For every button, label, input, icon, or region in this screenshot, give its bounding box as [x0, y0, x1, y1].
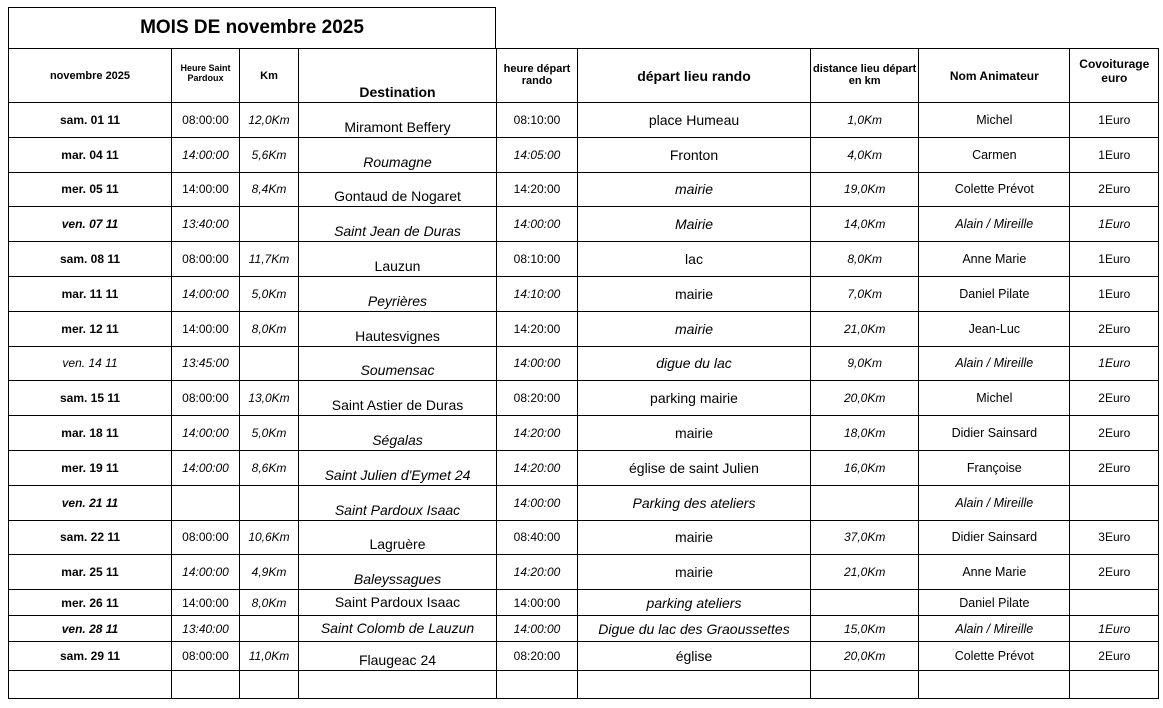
cell-distance: 1,0Km	[811, 103, 919, 138]
cell-heure: 08:00:00	[172, 103, 240, 138]
cell-destination: Lauzun	[299, 242, 497, 277]
cell-destination: Gontaud de Nogaret	[299, 172, 497, 207]
cell-animateur: Colette Prévot	[919, 642, 1070, 671]
cell-date: ven. 14 11	[9, 346, 172, 381]
cell-date: mar. 25 11	[9, 555, 172, 590]
cell-heure: 14:00:00	[172, 450, 240, 485]
cell-heure: 08:00:00	[172, 242, 240, 277]
cell-km: 8,0Km	[240, 311, 299, 346]
cell-km: 12,0Km	[240, 103, 299, 138]
cell-animateur: Didier Sainsard	[919, 520, 1070, 555]
cell-destination: Roumagne	[299, 137, 497, 172]
cell-km: 8,6Km	[240, 450, 299, 485]
cell-destination: Saint Astier de Duras	[299, 381, 497, 416]
cell-covoiturage: 1Euro	[1070, 346, 1159, 381]
cell-destination: Lagruère	[299, 520, 497, 555]
cell-heure: 14:00:00	[172, 555, 240, 590]
cell-lieu: mairie	[578, 276, 811, 311]
cell-lieu: église de saint Julien	[578, 450, 811, 485]
table-row	[9, 207, 1159, 242]
cell-depart: 08:40:00	[497, 520, 578, 555]
cell-distance: 21,0Km	[811, 555, 919, 590]
cell-covoiturage: 1Euro	[1070, 207, 1159, 242]
cell-destination: Miramont Beffery	[299, 103, 497, 138]
table-row-empty	[9, 671, 1159, 699]
cell-distance: 7,0Km	[811, 276, 919, 311]
table-row	[9, 616, 1159, 642]
cell-depart: 14:20:00	[497, 311, 578, 346]
header-heure: Heure Saint Pardoux	[172, 49, 240, 103]
cell-distance: 8,0Km	[811, 242, 919, 277]
cell-covoiturage: 1Euro	[1070, 616, 1159, 642]
cell-animateur: Didier Sainsard	[919, 416, 1070, 451]
table-row	[9, 137, 1159, 172]
table-row	[9, 311, 1159, 346]
cell-km	[240, 346, 299, 381]
cell-depart: 14:20:00	[497, 172, 578, 207]
schedule-table	[8, 48, 1159, 699]
cell-date: sam. 08 11	[9, 242, 172, 277]
cell-date: ven. 28 11	[9, 616, 172, 642]
cell-heure: 14:00:00	[172, 172, 240, 207]
cell-lieu: parking ateliers	[578, 590, 811, 616]
table-row	[9, 416, 1159, 451]
cell-animateur: Daniel Pilate	[919, 590, 1070, 616]
cell-distance: 9,0Km	[811, 346, 919, 381]
cell-distance	[811, 671, 919, 699]
header-km: Km	[240, 49, 299, 103]
cell-animateur	[919, 671, 1070, 699]
cell-destination: Saint Pardoux Isaac	[299, 485, 497, 520]
header-covoiturage: Covoiturage euro	[1070, 49, 1159, 103]
cell-km: 5,6Km	[240, 137, 299, 172]
table-row	[9, 642, 1159, 671]
cell-km	[240, 485, 299, 520]
cell-depart: 14:00:00	[497, 590, 578, 616]
cell-km: 11,0Km	[240, 642, 299, 671]
cell-depart: 14:00:00	[497, 207, 578, 242]
cell-heure: 14:00:00	[172, 311, 240, 346]
cell-destination: Saint Jean de Duras	[299, 207, 497, 242]
cell-animateur: Michel	[919, 103, 1070, 138]
cell-lieu: place Humeau	[578, 103, 811, 138]
cell-depart	[497, 671, 578, 699]
cell-date: sam. 15 11	[9, 381, 172, 416]
cell-heure: 08:00:00	[172, 520, 240, 555]
cell-covoiturage: 2Euro	[1070, 381, 1159, 416]
table-row	[9, 346, 1159, 381]
cell-destination: Peyrières	[299, 276, 497, 311]
table-row	[9, 555, 1159, 590]
cell-date: sam. 29 11	[9, 642, 172, 671]
cell-distance: 21,0Km	[811, 311, 919, 346]
cell-heure: 13:40:00	[172, 616, 240, 642]
cell-depart: 14:00:00	[497, 346, 578, 381]
cell-destination: Saint Colomb de Lauzun	[299, 616, 497, 642]
cell-km: 11,7Km	[240, 242, 299, 277]
table-row	[9, 381, 1159, 416]
cell-covoiturage: 2Euro	[1070, 450, 1159, 485]
cell-distance: 20,0Km	[811, 642, 919, 671]
cell-distance	[811, 590, 919, 616]
cell-distance: 20,0Km	[811, 381, 919, 416]
table-row	[9, 276, 1159, 311]
cell-lieu: lac	[578, 242, 811, 277]
cell-depart: 14:05:00	[497, 137, 578, 172]
cell-heure	[172, 485, 240, 520]
cell-heure: 08:00:00	[172, 642, 240, 671]
cell-depart: 08:10:00	[497, 242, 578, 277]
cell-animateur: Carmen	[919, 137, 1070, 172]
cell-depart: 14:10:00	[497, 276, 578, 311]
cell-destination: Soumensac	[299, 346, 497, 381]
cell-km: 8,0Km	[240, 590, 299, 616]
page-title: MOIS DE novembre 2025	[8, 7, 496, 48]
cell-date	[9, 671, 172, 699]
cell-date: sam. 22 11	[9, 520, 172, 555]
cell-heure: 13:45:00	[172, 346, 240, 381]
cell-animateur: Alain / Mireille	[919, 485, 1070, 520]
cell-lieu: Mairie	[578, 207, 811, 242]
cell-lieu: mairie	[578, 555, 811, 590]
header-animateur: Nom Animateur	[919, 49, 1070, 103]
cell-depart: 14:20:00	[497, 450, 578, 485]
cell-lieu: mairie	[578, 416, 811, 451]
cell-animateur: Colette Prévot	[919, 172, 1070, 207]
cell-covoiturage: 3Euro	[1070, 520, 1159, 555]
cell-date: mar. 04 11	[9, 137, 172, 172]
cell-animateur: Anne Marie	[919, 555, 1070, 590]
cell-depart: 08:20:00	[497, 642, 578, 671]
cell-lieu: mairie	[578, 520, 811, 555]
cell-animateur: Alain / Mireille	[919, 616, 1070, 642]
cell-covoiturage: 2Euro	[1070, 172, 1159, 207]
cell-covoiturage: 2Euro	[1070, 555, 1159, 590]
cell-covoiturage: 2Euro	[1070, 642, 1159, 671]
cell-distance: 16,0Km	[811, 450, 919, 485]
cell-lieu: parking mairie	[578, 381, 811, 416]
cell-destination: Ségalas	[299, 416, 497, 451]
cell-date: mer. 12 11	[9, 311, 172, 346]
cell-depart: 08:20:00	[497, 381, 578, 416]
cell-covoiturage: 2Euro	[1070, 311, 1159, 346]
cell-heure	[172, 671, 240, 699]
cell-covoiturage: 1Euro	[1070, 103, 1159, 138]
cell-animateur: Françoise	[919, 450, 1070, 485]
cell-depart: 14:00:00	[497, 485, 578, 520]
cell-depart: 08:10:00	[497, 103, 578, 138]
cell-heure: 08:00:00	[172, 381, 240, 416]
table-row	[9, 485, 1159, 520]
cell-heure: 14:00:00	[172, 276, 240, 311]
cell-distance: 18,0Km	[811, 416, 919, 451]
cell-depart: 14:20:00	[497, 416, 578, 451]
cell-date: mer. 05 11	[9, 172, 172, 207]
cell-heure: 14:00:00	[172, 137, 240, 172]
cell-destination	[299, 671, 497, 699]
cell-km	[240, 616, 299, 642]
cell-destination: Baleyssagues	[299, 555, 497, 590]
cell-heure: 14:00:00	[172, 416, 240, 451]
header-row	[9, 49, 1159, 103]
table-row	[9, 242, 1159, 277]
table-row	[9, 103, 1159, 138]
cell-animateur: Anne Marie	[919, 242, 1070, 277]
table-row	[9, 520, 1159, 555]
cell-km	[240, 671, 299, 699]
cell-covoiturage	[1070, 485, 1159, 520]
cell-animateur: Alain / Mireille	[919, 207, 1070, 242]
cell-km: 10,6Km	[240, 520, 299, 555]
table-row	[9, 172, 1159, 207]
header-date: novembre 2025	[9, 49, 172, 103]
cell-distance: 37,0Km	[811, 520, 919, 555]
cell-lieu: Fronton	[578, 137, 811, 172]
cell-depart: 14:20:00	[497, 555, 578, 590]
header-depart: heure départ rando	[497, 49, 578, 103]
cell-animateur: Alain / Mireille	[919, 346, 1070, 381]
cell-lieu	[578, 671, 811, 699]
cell-covoiturage: 1Euro	[1070, 276, 1159, 311]
cell-km: 5,0Km	[240, 416, 299, 451]
cell-date: mar. 11 11	[9, 276, 172, 311]
cell-destination: Flaugeac 24	[299, 642, 497, 671]
cell-animateur: Daniel Pilate	[919, 276, 1070, 311]
cell-covoiturage: 1Euro	[1070, 242, 1159, 277]
cell-destination: Saint Pardoux Isaac	[299, 590, 497, 616]
header-distance: distance lieu départ en km	[811, 49, 919, 103]
cell-lieu: Digue du lac des Graoussettes	[578, 616, 811, 642]
table-row	[9, 450, 1159, 485]
cell-distance	[811, 485, 919, 520]
cell-lieu: mairie	[578, 311, 811, 346]
cell-lieu: digue du lac	[578, 346, 811, 381]
cell-covoiturage: 1Euro	[1070, 137, 1159, 172]
cell-distance: 4,0Km	[811, 137, 919, 172]
cell-animateur: Michel	[919, 381, 1070, 416]
table-row	[9, 590, 1159, 616]
cell-km: 5,0Km	[240, 276, 299, 311]
header-lieu: départ lieu rando	[578, 49, 811, 103]
cell-km: 4,9Km	[240, 555, 299, 590]
cell-date: ven. 07 11	[9, 207, 172, 242]
cell-heure: 13:40:00	[172, 207, 240, 242]
cell-covoiturage	[1070, 590, 1159, 616]
cell-date: sam. 01 11	[9, 103, 172, 138]
cell-destination: Hautesvignes	[299, 311, 497, 346]
cell-animateur: Jean-Luc	[919, 311, 1070, 346]
header-destination: Destination	[299, 49, 497, 103]
cell-lieu: église	[578, 642, 811, 671]
cell-lieu: Parking des ateliers	[578, 485, 811, 520]
cell-depart: 14:00:00	[497, 616, 578, 642]
cell-distance: 19,0Km	[811, 172, 919, 207]
cell-distance: 14,0Km	[811, 207, 919, 242]
cell-date: mar. 18 11	[9, 416, 172, 451]
cell-date: ven. 21 11	[9, 485, 172, 520]
cell-km: 13,0Km	[240, 381, 299, 416]
cell-date: mer. 19 11	[9, 450, 172, 485]
cell-km: 8,4Km	[240, 172, 299, 207]
cell-lieu: mairie	[578, 172, 811, 207]
cell-covoiturage: 2Euro	[1070, 416, 1159, 451]
cell-km	[240, 207, 299, 242]
cell-date: mer. 26 11	[9, 590, 172, 616]
cell-covoiturage	[1070, 671, 1159, 699]
cell-heure: 14:00:00	[172, 590, 240, 616]
cell-distance: 15,0Km	[811, 616, 919, 642]
cell-destination: Saint Julien d'Eymet 24	[299, 450, 497, 485]
